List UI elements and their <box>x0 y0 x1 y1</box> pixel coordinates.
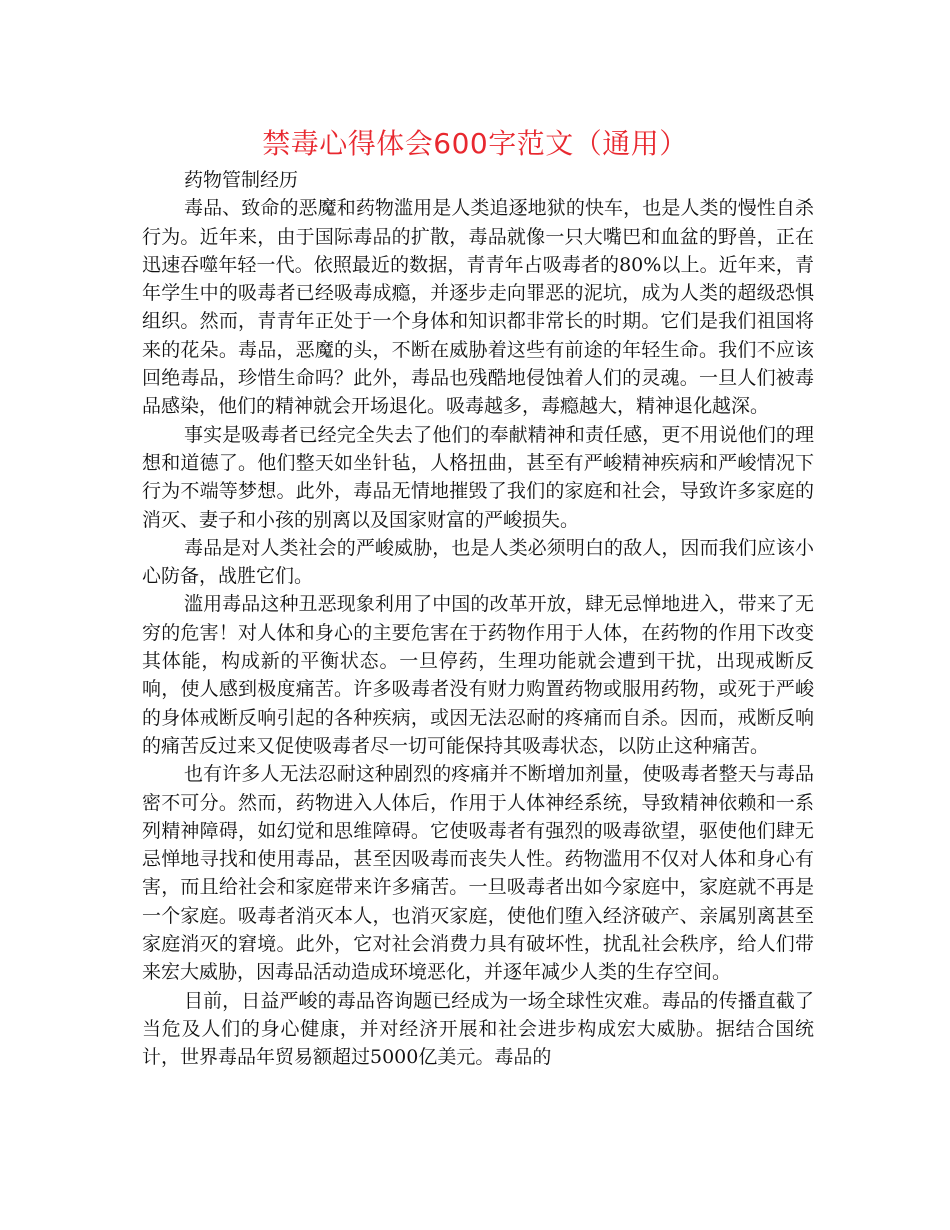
body-paragraph: 滥用毒品这种丑恶现象利用了中国的改革开放，肆无忌惮地进入，带来了无穷的危害！对人体和身心的主要危害在于药物作用于人体，在药物的作用下改变其体能，构成新的平衡状态。一旦停药，生理功能就会遭到干扰，出现戒断反响，使人感到极度痛苦。许多吸毒者没有财力购置药物或服用药物，或死于严峻的身体戒断反响引起的各种疾病，或因无法忍耐的疼痛而自杀。因而，戒断反响的痛苦反过来又促使吸毒者尽一切可能保持其吸毒状态，以防止这种痛苦。 <box>142 593 814 757</box>
document-body <box>142 166 814 1072</box>
body-paragraph: 毒品是对人类社会的严峻威胁，也是人类必须明白的敌人，因而我们应该小心防备，战胜它们。 <box>142 536 814 588</box>
section-subheading: 药物管制经历 <box>184 169 299 191</box>
body-paragraph: 目前，日益严峻的毒品咨询题已经成为一场全球性灾难。毒品的传播直截了当危及人们的身心健康，并对经济开展和社会进步构成宏大威胁。据结合国统计，世界毒品年贸易额超过5000亿美元。毒品的 <box>142 989 814 1069</box>
body-paragraph: 事实是吸毒者已经完全失去了他们的奉献精神和责任感，更不用说他们的理想和道德了。他们整天如坐针毡，人格扭曲，甚至有严峻精神疾病和严峻情况下行为不端等梦想。此外，毒品无情地摧毁了我们的家庭和社会，导致许多家庭的消灭、妻子和小孩的别离以及国家财富的严峻损失。 <box>142 423 814 531</box>
body-paragraph: 毒品、致命的恶魔和药物滥用是人类追逐地狱的快车，也是人类的慢性自杀行为。近年来，由于国际毒品的扩散，毒品就像一只大嘴巴和血盆的野兽，正在迅速吞噬年轻一代。依照最近的数据，青青年占吸毒者的80%以上。近年来，青年学生中的吸毒者已经吸毒成瘾，并逐步走向罪恶的泥坑，成为人类的超级恐惧组织。然而，青青年正处于一个身体和知识都非常长的时期。它们是我们祖国将来的花朵。毒品，恶魔的头，不断在威胁着这些有前途的年轻生命。我们不应该回绝毒品，珍惜生命吗？此外，毒品也残酷地侵蚀着人们的灵魂。一旦人们被毒品感染，他们的精神就会开场退化。吸毒越多，毒瘾越大，精神退化越深。 <box>142 197 814 418</box>
document-title: 禁毒心得体会600字范文（通用） <box>262 127 688 160</box>
body-paragraph: 也有许多人无法忍耐这种剧烈的疼痛并不断增加剂量，使吸毒者整天与毒品密不可分。然而，药物进入人体后，作用于人体神经系统，导致精神依赖和一系列精神障碍，如幻觉和思维障碍。它使吸毒者有强烈的吸毒欲望，驱使他们肆无忌惮地寻找和使用毒品，甚至因吸毒而丧失人性。药物滥用不仅对人体和身心有害，而且给社会和家庭带来许多痛苦。一旦吸毒者出如今家庭中，家庭就不再是一个家庭。吸毒者消灭本人，也消灭家庭，使他们堕入经济破产、亲属别离甚至家庭消灭的窘境。此外，它对社会消费力具有破坏性，扰乱社会秩序，给人们带来宏大威胁，因毒品活动造成环境恶化，并逐年减少人类的生存空间。 <box>142 763 814 984</box>
